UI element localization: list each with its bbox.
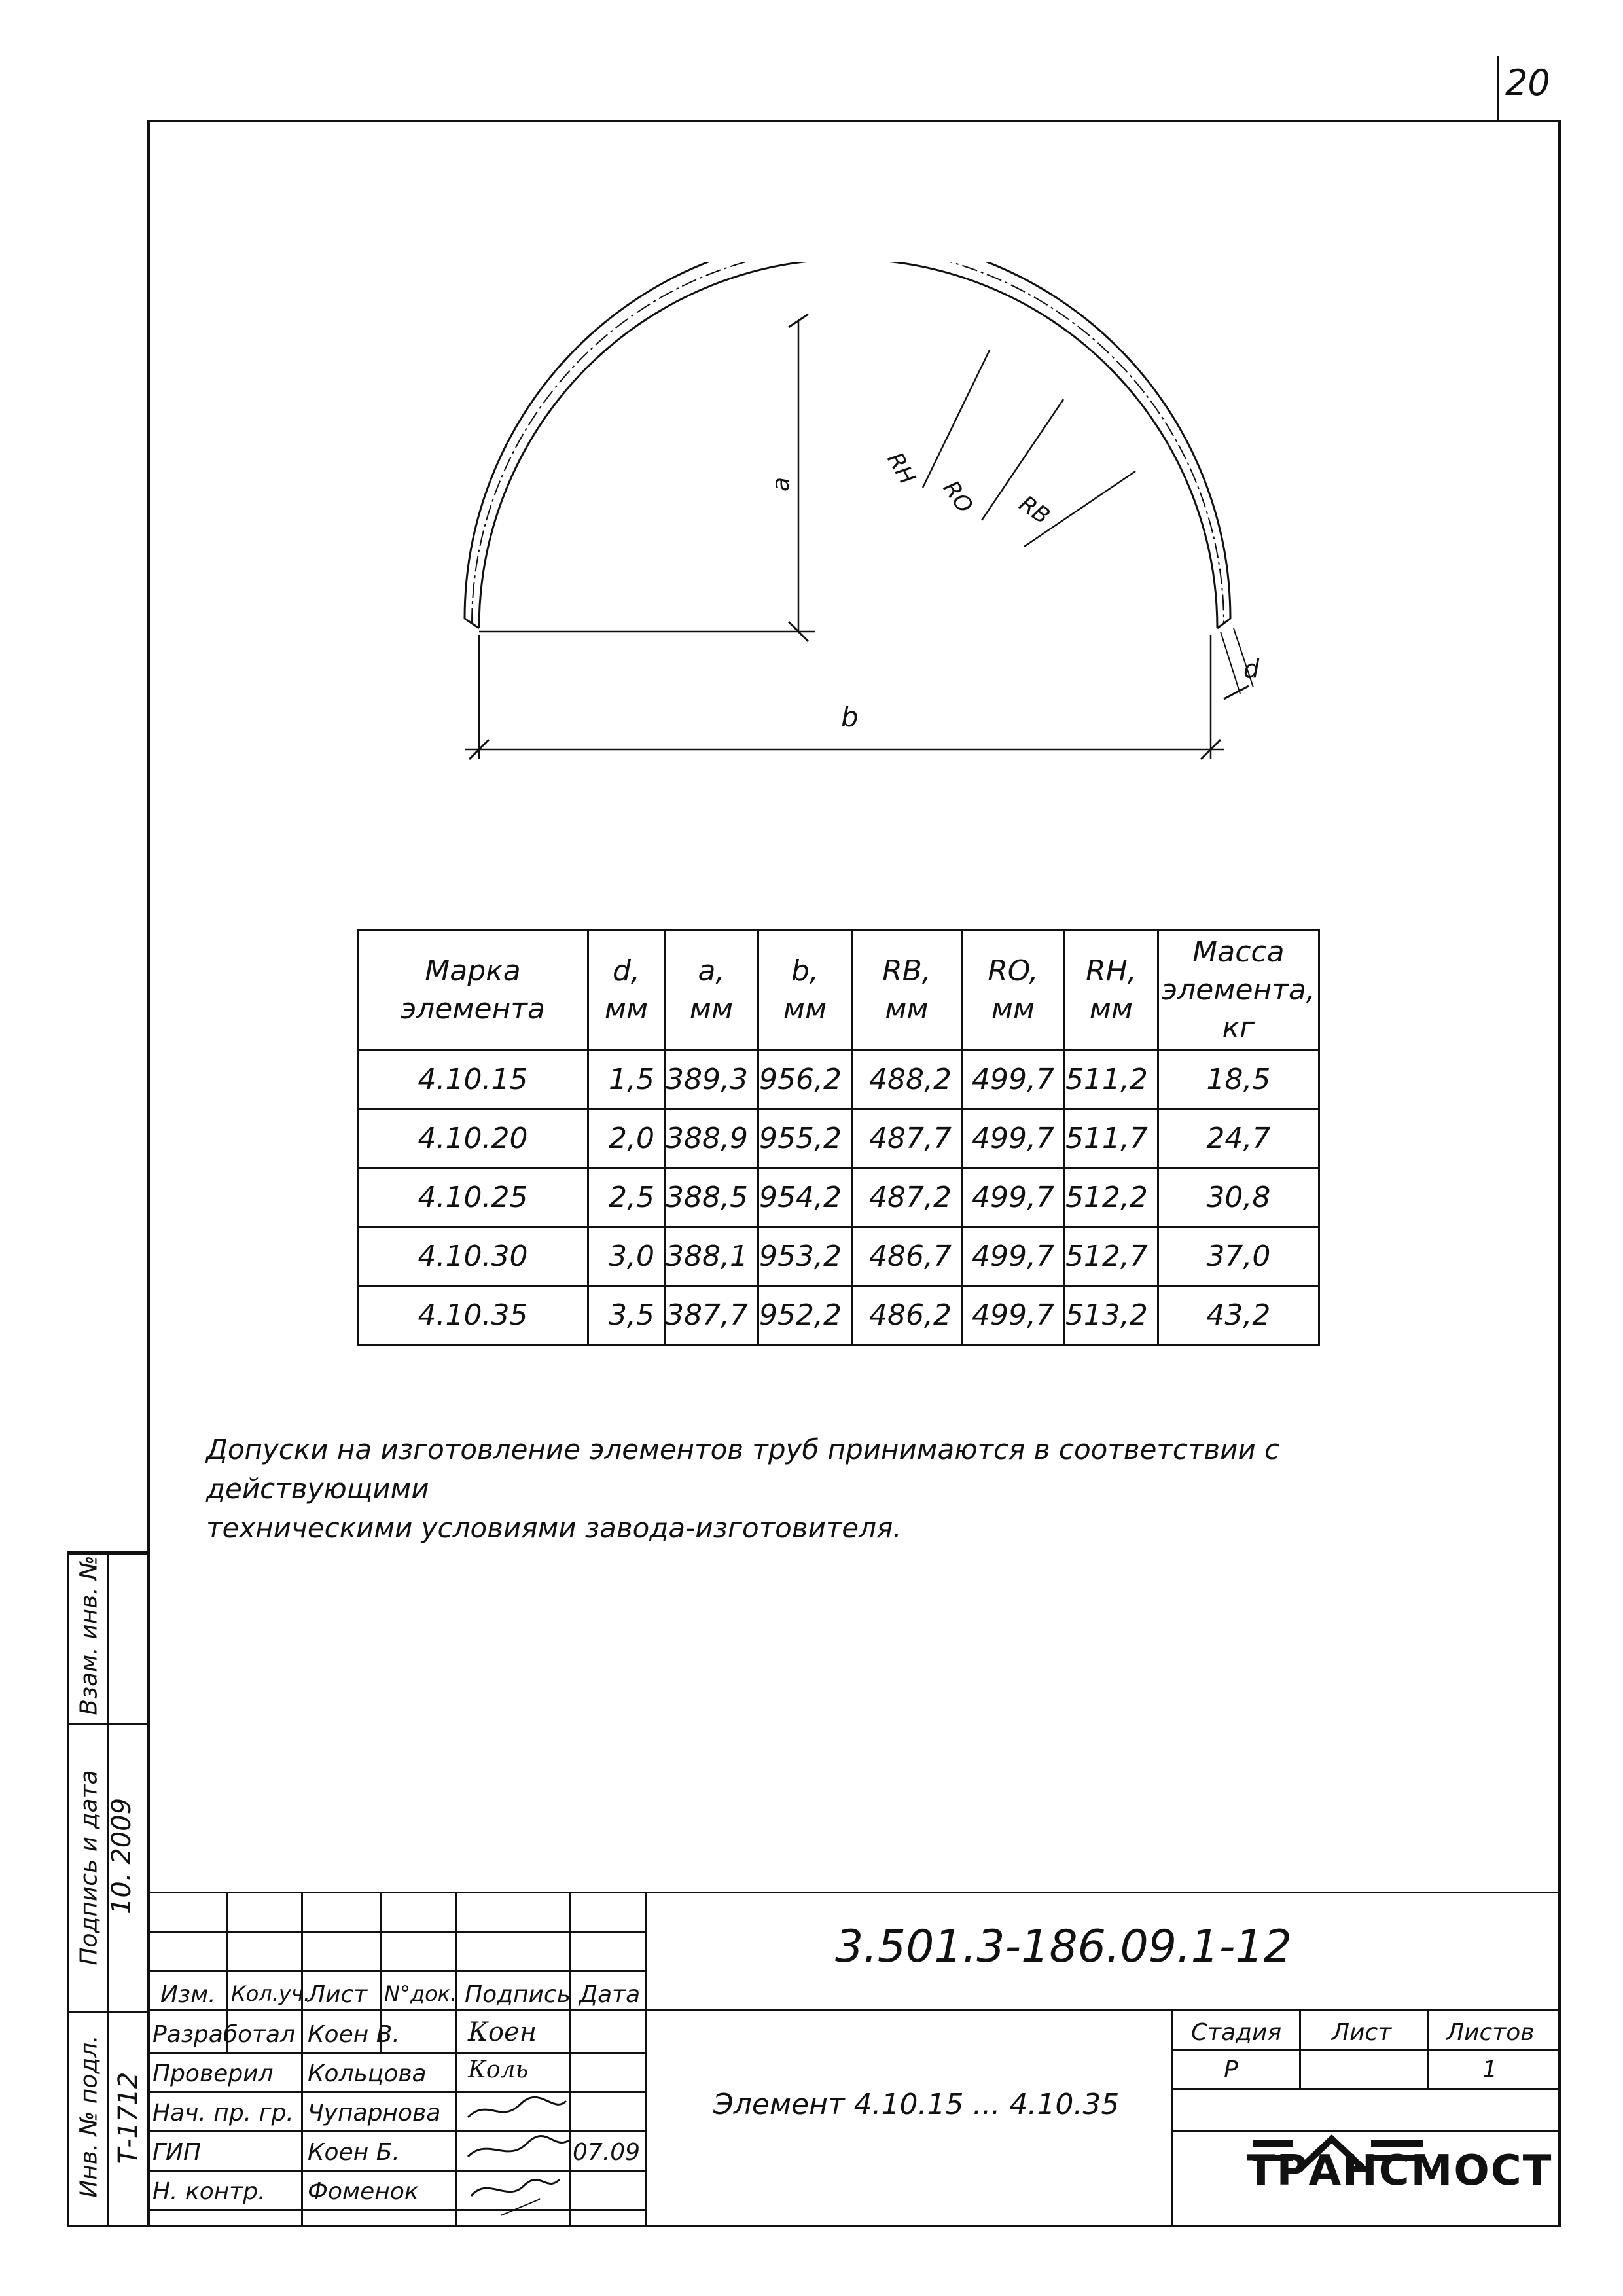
role-group-head: Нач. пр. гр. (152, 2100, 294, 2126)
table-row (358, 1227, 1319, 1286)
dimension-b-label: b (841, 701, 859, 733)
arch-inner-contour (479, 262, 1217, 628)
col-header-signature: Подпись (465, 1981, 571, 2008)
cell-d: 2,5 (588, 1168, 665, 1227)
table-row (358, 1168, 1319, 1227)
cell-rn: 513,2 (1064, 1286, 1158, 1345)
vzam-label: Взам. инв. № (75, 1555, 103, 1715)
header-b: b, мм (758, 931, 851, 1050)
cell-rb: 486,7 (851, 1227, 961, 1286)
col-header-izm: Изм. (160, 1981, 216, 2008)
col-header-doc: N°док. (384, 1981, 457, 2006)
cell-mark: 4.10.35 (358, 1286, 588, 1345)
header-mark: Марка элемента (358, 931, 588, 1050)
cell-mark: 4.10.20 (358, 1109, 588, 1168)
cell-a: 388,1 (665, 1227, 758, 1286)
col-header-kol: Кол.уч. (231, 1981, 310, 2006)
cell-rn: 512,7 (1064, 1227, 1158, 1286)
cell-ro: 499,7 (961, 1168, 1064, 1227)
table-row (358, 1050, 1319, 1109)
signature-scribbles (461, 2088, 573, 2219)
sheets-label: Листов (1446, 2019, 1535, 2046)
cell-b: 954,2 (758, 1168, 851, 1227)
name-checker: Кольцова (308, 2060, 427, 2087)
date-gip: 07.09 (573, 2139, 641, 2166)
cell-d: 2,0 (588, 1109, 665, 1168)
cell-rn: 512,2 (1064, 1168, 1158, 1227)
cell-ro: 499,7 (961, 1227, 1064, 1286)
col-header-list: Лист (308, 1981, 368, 2008)
cell-b: 952,2 (758, 1286, 851, 1345)
cell-ro: 499,7 (961, 1109, 1064, 1168)
inventory-value: Т-1712 (113, 2072, 143, 2164)
dimension-a-label: a (768, 476, 794, 492)
stage-value: Р (1224, 2056, 1238, 2083)
name-group-head: Чупарнова (308, 2100, 441, 2126)
arch-element-drawing (419, 262, 1309, 798)
cell-rb: 487,7 (851, 1109, 961, 1168)
header-rb: RB, мм (851, 931, 961, 1050)
page-number-divider (1497, 56, 1499, 121)
cell-a: 388,5 (665, 1168, 758, 1227)
cell-mass: 30,8 (1158, 1168, 1319, 1227)
role-norm-control: Н. контр. (152, 2178, 266, 2205)
cell-rb: 486,2 (851, 1286, 961, 1345)
table-row (358, 1109, 1319, 1168)
cell-a: 387,7 (665, 1286, 758, 1345)
cell-rb: 488,2 (851, 1050, 961, 1109)
role-gip: ГИП (152, 2139, 202, 2166)
table-header-row (358, 931, 1319, 1050)
cell-mass: 43,2 (1158, 1286, 1319, 1345)
cell-a: 388,9 (665, 1109, 758, 1168)
name-developer: Коен В. (308, 2021, 400, 2048)
radius-mid-label: RO (937, 476, 978, 518)
radius-outer-leader (923, 350, 990, 488)
note-line-1: Допуски на изготовление элементов труб принимаются в соответствии с действующими (206, 1433, 1280, 1505)
role-developer: Разработал (152, 2021, 296, 2048)
cell-rn: 511,2 (1064, 1050, 1158, 1109)
cell-mass: 18,5 (1158, 1050, 1319, 1109)
element-dimensions-table (357, 929, 1320, 1346)
radius-outer-label: RН (882, 448, 921, 490)
page-number: 20 (1505, 62, 1550, 103)
cell-mass: 37,0 (1158, 1227, 1319, 1286)
thickness-d-label: d (1243, 655, 1260, 683)
arch-axis-dashed (472, 262, 1224, 624)
header-a: a, мм (665, 931, 758, 1050)
signature-developer: Коен (468, 2017, 537, 2047)
cell-rn: 511,7 (1064, 1109, 1158, 1168)
cell-mass: 24,7 (1158, 1109, 1319, 1168)
cell-rb: 487,2 (851, 1168, 961, 1227)
cell-b: 953,2 (758, 1227, 851, 1286)
cell-ro: 499,7 (961, 1286, 1064, 1345)
signature-date-label: Подпись и дата (75, 1770, 103, 1965)
side-stamp (67, 1551, 147, 2227)
arch-outer-contour (465, 262, 1230, 619)
radius-inner-label: RB (1014, 490, 1055, 530)
signature-date-value: 10. 2009 (107, 1797, 137, 1915)
signature-checker: Коль (468, 2056, 529, 2083)
inventory-label: Инв. № подл. (75, 2035, 103, 2198)
name-norm-control: Фоменок (308, 2178, 419, 2205)
col-header-date: Дата (579, 1981, 641, 2008)
document-code: 3.501.3-186.09.1-12 (835, 1921, 1292, 1973)
cell-b: 956,2 (758, 1050, 851, 1109)
tolerance-note (206, 1430, 1450, 1548)
header-mass: Масса элемента, кг (1158, 931, 1319, 1050)
stage-label: Стадия (1191, 2019, 1282, 2046)
name-gip: Коен Б. (308, 2139, 400, 2166)
cell-d: 3,5 (588, 1286, 665, 1345)
cell-mark: 4.10.30 (358, 1227, 588, 1286)
header-ro: RO, мм (961, 931, 1064, 1050)
cell-mark: 4.10.25 (358, 1168, 588, 1227)
cell-mark: 4.10.15 (358, 1050, 588, 1109)
sheet-label: Лист (1332, 2019, 1392, 2046)
header-rn: RН, мм (1064, 931, 1158, 1050)
sheets-value: 1 (1482, 2056, 1497, 2083)
cell-ro: 499,7 (961, 1050, 1064, 1109)
header-d: d, мм (588, 931, 665, 1050)
element-name: Элемент 4.10.15 ... 4.10.35 (713, 2088, 1120, 2121)
company-logo-text: ТРАНСМОСТ (1247, 2147, 1553, 2195)
cell-b: 955,2 (758, 1109, 851, 1168)
cell-d: 1,5 (588, 1050, 665, 1109)
role-checker: Проверил (152, 2060, 274, 2087)
table-row (358, 1286, 1319, 1345)
cell-a: 389,3 (665, 1050, 758, 1109)
note-line-2: техническими условиями завода-изготовителя. (206, 1512, 902, 1544)
cell-d: 3,0 (588, 1227, 665, 1286)
